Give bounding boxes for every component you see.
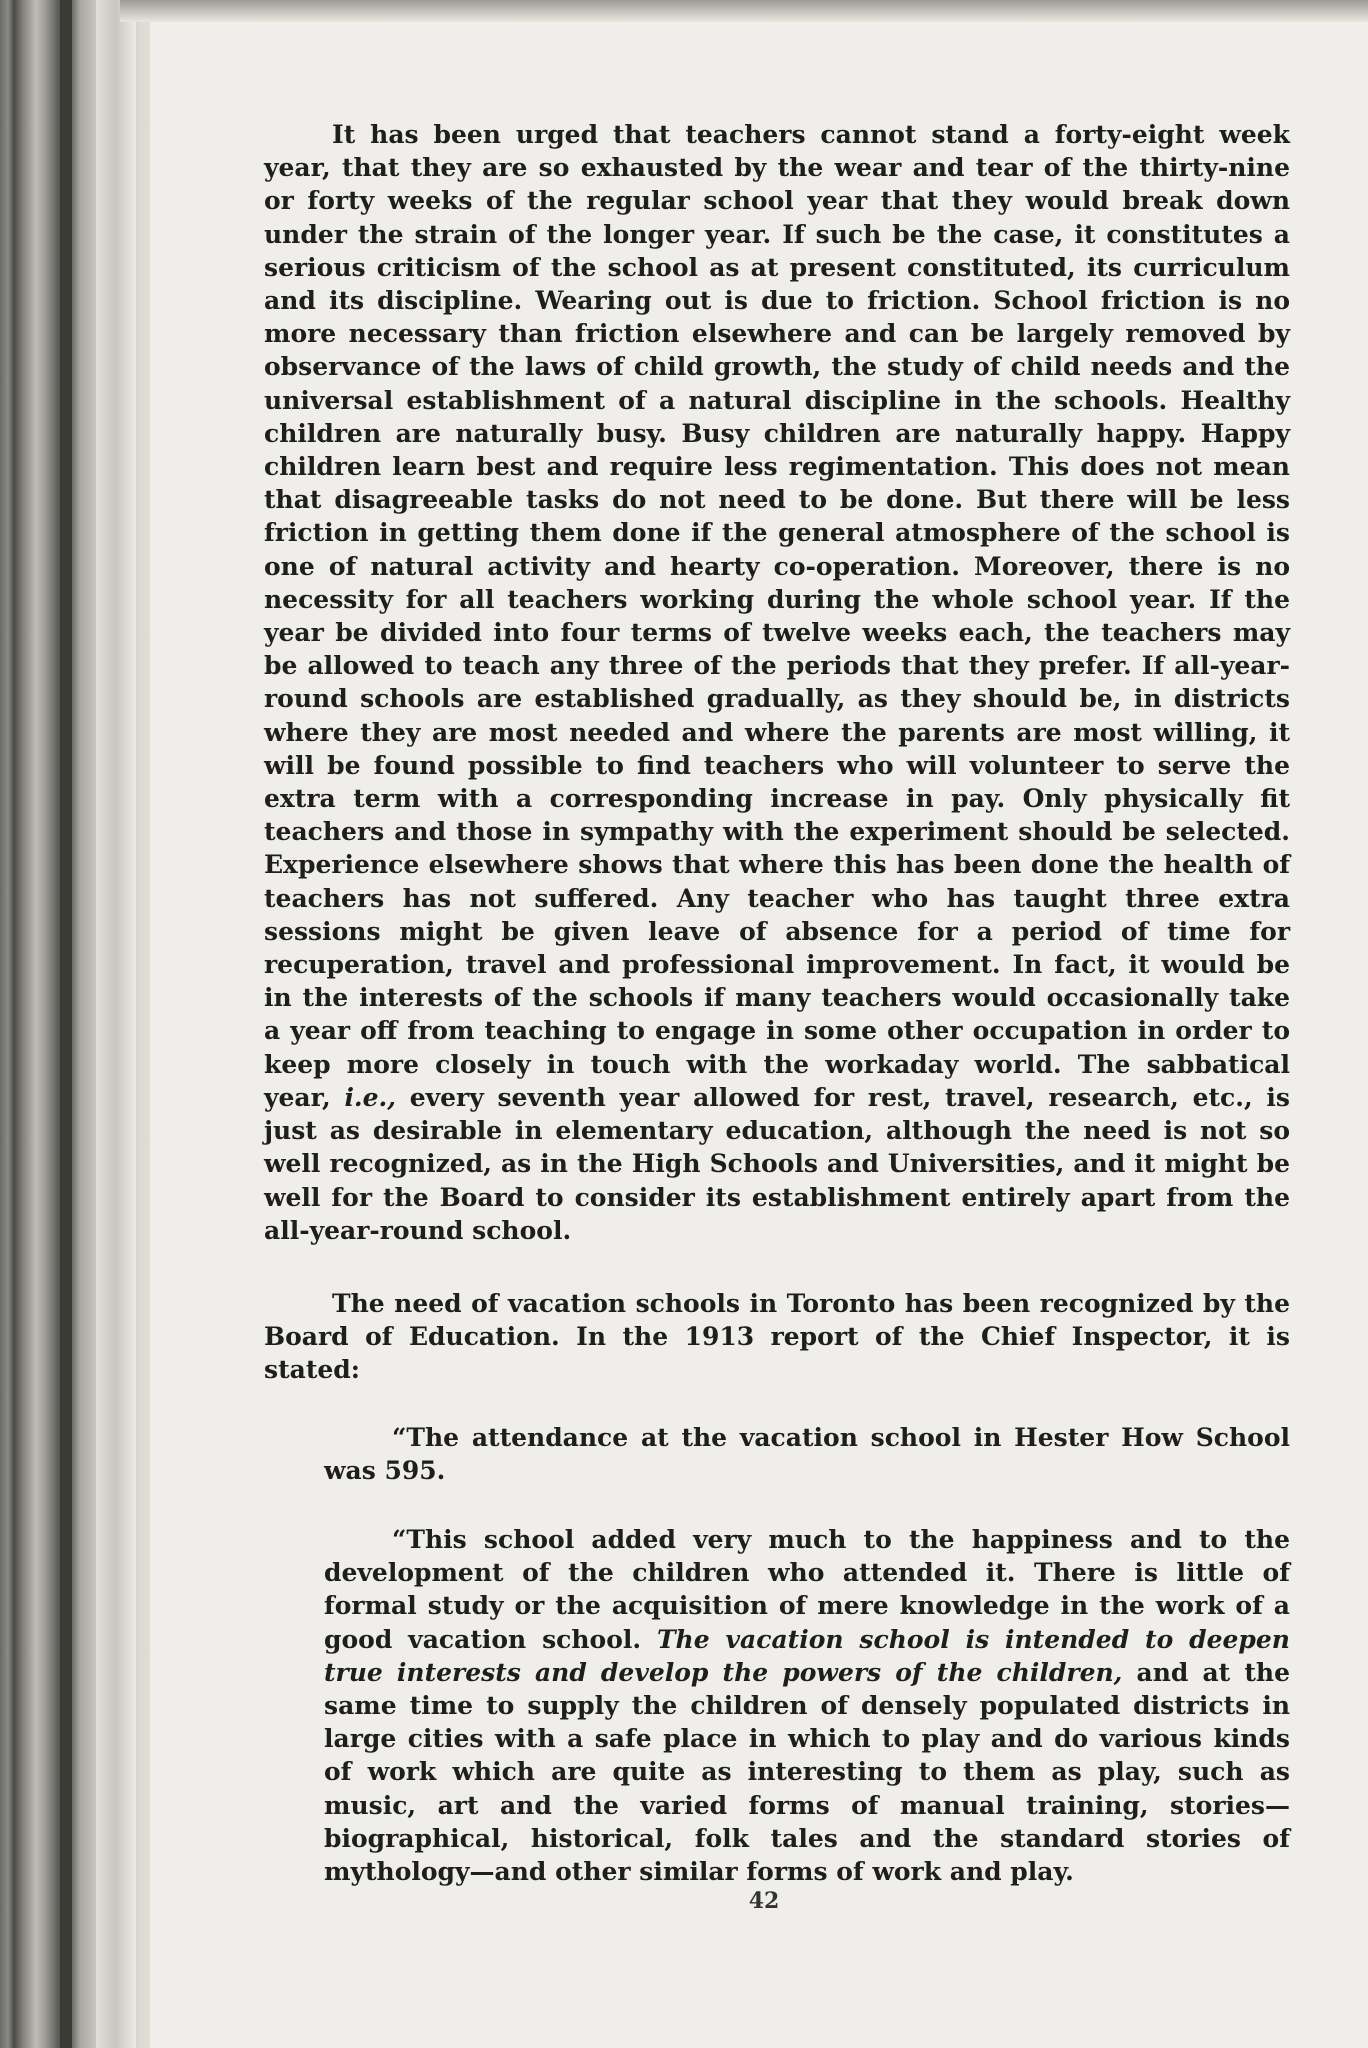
book-spine	[0, 0, 160, 2048]
page-number: 42	[748, 1888, 780, 1914]
quote-text-end: and at the same time to supply the children of densely populated districts in large cities with a safe place in which to play and do various kinds of work which are quite as interesting to them as play, such as music, art and the varied forms of manual training, stories—biographical, historical, folk tales and the standard stories of mythology—and other similar forms of work and play.	[324, 1657, 1290, 1886]
paragraph-teacher-friction	[264, 118, 1290, 1247]
quote-italic: The vacation school is intended to deepen true interests and develop the powers of the children,	[324, 1624, 1290, 1687]
page-body	[264, 118, 1290, 1888]
quote-attendance: “The attendance at the vacation school in Hester How School was 595.	[324, 1422, 1290, 1485]
binding-shadow	[60, 0, 72, 2048]
page-edges	[96, 0, 136, 2048]
quote-text: “This school added very much to the happiness and to the development of the children who attended it. There is little of formal study or the acquisition of mere knowledge in the work of a good vacation school.	[324, 1524, 1290, 1654]
top-shadow	[120, 0, 1368, 22]
paragraph-vacation-schools: The need of vacation schools in Toronto has been recognized by the Board of Education. In the 1913 report of the Chief Inspector, it is stated:	[264, 1288, 1290, 1385]
italic-ie: i.e.,	[344, 1082, 396, 1112]
paragraph-text-end: every seventh year allowed for rest, travel, research, etc., is just as desirable in elementary education, although the need is not so well recognized, as in the High Schools and Universities, and it might be well for the Board to consider its establishment entirely apart from the all-year-round school.	[264, 1082, 1290, 1245]
quote-vacation-school	[324, 1523, 1290, 1888]
paragraph-text: It has been urged that teachers cannot stand a forty-eight week year, that they are so exhausted by the wear and tear of the thirty-nine or forty weeks of the regular school year that they would break down under the strain of the longer year. If such be the case, it constitutes a serious criticism of the school as at present constituted, its curriculum and its discipline. Wearing out is due to friction. School friction is no more necessary than friction elsewhere and can be largely removed by observance of the laws of child growth, the study of child needs and the universal establishment of a natural discipline in the schools. Healthy children are naturally busy. Busy children are naturally happy. Happy children learn best and require less regimentation. This does not mean that disagreeable tasks do not need to be done. But there will be less friction in getting them done if the general atmosphere of the school is one of natural activity and hearty co-operation. Moreover, there is no necessity for all teachers working during the whole school year. If the year be divided into four terms of twelve weeks each, the teachers may be allowed to teach any three of the periods that they prefer. If all-year-round schools are established gradually, as they should be, in districts where they are most needed and where the parents are most willing, it will be found possible to find teachers who will volunteer to serve the extra term with a corresponding increase in pay. Only physically fit teachers and those in sympathy with the experiment should be selected. Experience elsewhere shows that where this has been done the health of teachers has not suffered. Any teacher who has taught three extra sessions might be given leave of absence for a period of time for recuperation, travel and professional improvement. In fact, it would be in the interests of the schools if many teachers would occasionally take a year off from teaching to engage in some other occupation in order to keep more closely in touch with the workaday world. The sabbatical year,	[264, 120, 1290, 1112]
